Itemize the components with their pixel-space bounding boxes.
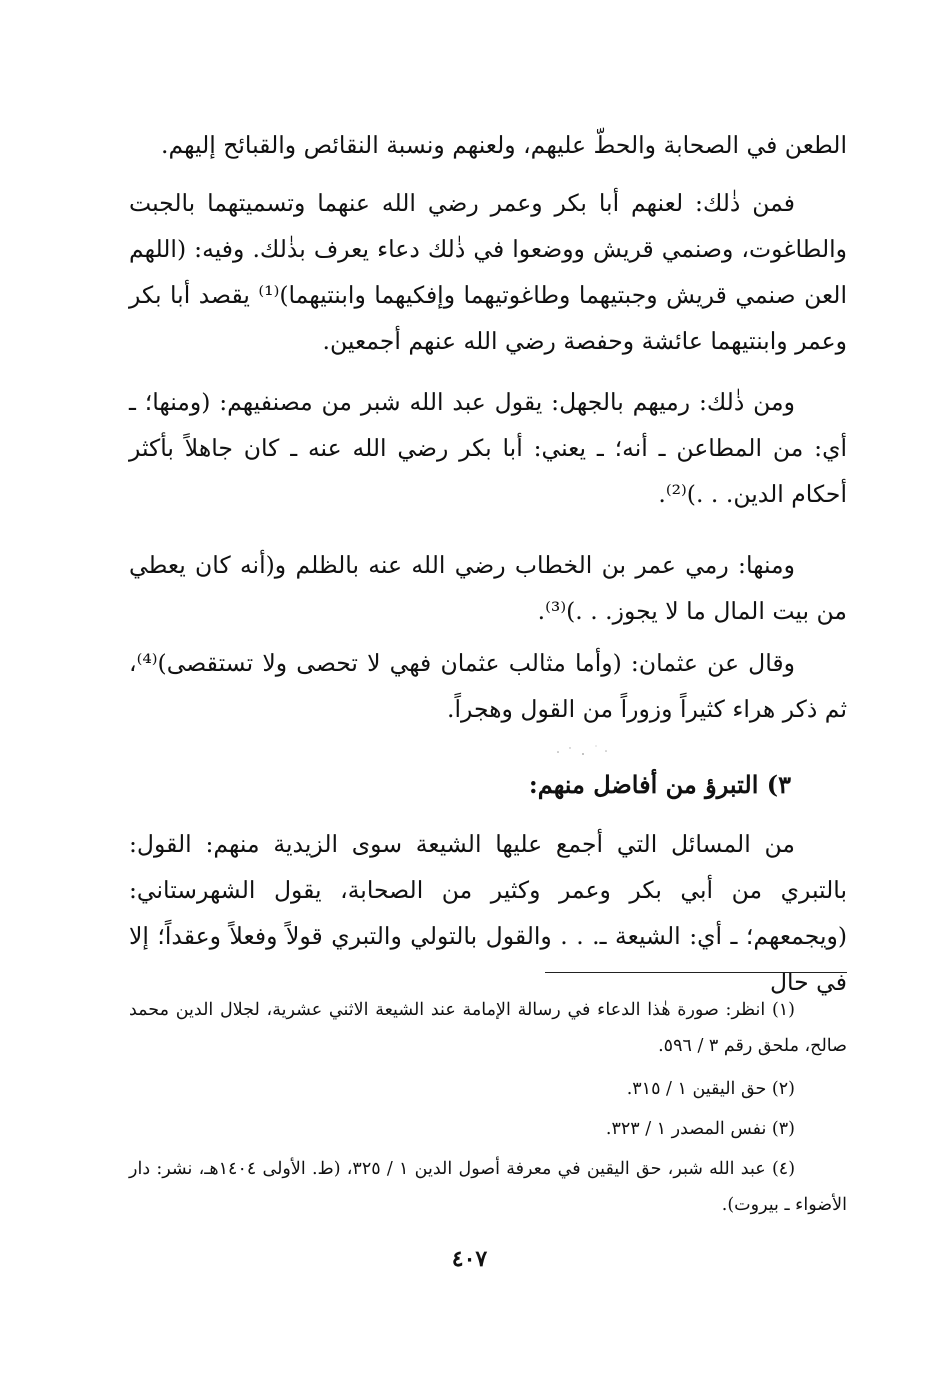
paragraph-disavowal: من المسائل التي أجمع عليها الشيعة سوى الزيدية منهم: القول: بالتبري من أبي بكر وعمر وكثير من الصحابة، يقول الشهرستاني: (ويجمعهم؛ ـ أي: الشيعة ـ. . . والقول بالتولي والتبري قولاً وفعلاً وعقداً؛ إلا في حال [129,830,847,996]
paragraph-uthman: وقال عن عثمان: (وأما مثالب عثمان فهي لا تحصى ولا تستقصى)⁽⁴⁾، ثم ذكر هراء كثيراً وزوراً من القول وهجراً. [129,649,847,723]
footnote-separator [545,972,847,973]
paragraph-ignorance: ومن ذٰلك: رميهم بالجهل: يقول عبد الله شبر من مصنفيهم: (ومنها؛ ـ أي: من المطاعن ـ أنه؛ ـ يعني: أبا بكر رضي الله عنه ـ كان جاهلاً بأكثر أحكام الدين. . .)⁽²⁾. [129,388,847,508]
paragraph-umar: ومنها: رمي عمر بن الخطاب رضي الله عنه بالظلم و(أنه كان يعطي من بيت المال ما لا يجوز. . .)⁽³⁾. [129,551,847,625]
footnote-2: (٢) حق اليقين ١ / ٣١٥. [626,1079,795,1099]
section-heading: ٣) التبرؤ من أفاضل منهم: [528,770,791,799]
scan-smudge [548,740,618,760]
footnote-3: (٣) نفس المصدر ١ / ٣٢٣. [605,1119,795,1139]
paragraph-curse: فمن ذٰلك: لعنهم أبا بكر وعمر رضي الله عنهما وتسميتهما بالجبت والطاغوت، وصنمي قريش ووضعوا في ذٰلك دعاء يعرف بذٰلك. وفيه: (اللهم العن صنمي قريش وجبتيهما وطاغوتيهما وإفكيهما وابنتيهما)⁽¹⁾ يقصد أبا بكر وعمر وابنتيهما عائشة وحفصة رضي الله عنهم أجمعين. [129,189,847,355]
footnote-1: (١) انظر: صورة هٰذا الدعاء في رسالة الإمامة عند الشيعة الاثني عشرية، لجلال الدين محمد صالح، ملحق رقم ٣ / ٥٩٦. [129,1000,847,1056]
paragraph-intro: الطعن في الصحابة والحطّ عليهم، ولعنهم ونسبة النقائص والقبائح إليهم. [161,131,847,159]
page-number: ٤٠٧ [451,1246,488,1272]
footnote-4: (٤) عبد الله شبر، حق اليقين في معرفة أصول الدين ١ / ٣٢٥، (ط. الأولى ١٤٠٤هـ، نشر: دار الأضواء ـ بيروت). [129,1159,847,1215]
